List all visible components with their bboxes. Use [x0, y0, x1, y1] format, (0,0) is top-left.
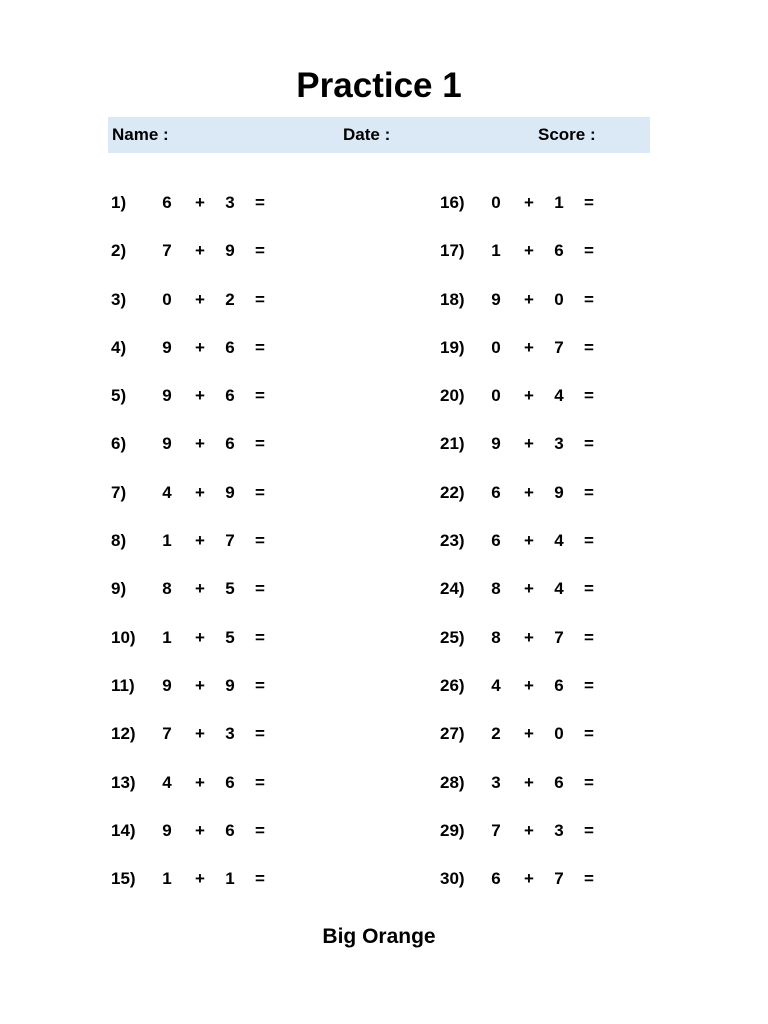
- plus-sign: +: [524, 675, 534, 695]
- problem-number: 3): [111, 289, 127, 309]
- second-addend: 0: [554, 724, 564, 744]
- plus-sign: +: [524, 241, 534, 261]
- plus-sign: +: [524, 772, 534, 792]
- second-addend: 4: [554, 386, 564, 406]
- plus-sign: +: [195, 869, 205, 889]
- first-addend: 9: [491, 289, 501, 309]
- plus-sign: +: [524, 193, 534, 212]
- plus-sign: +: [195, 482, 205, 502]
- first-addend: 4: [162, 482, 172, 502]
- equals-sign: =: [255, 579, 265, 599]
- second-addend: 3: [225, 193, 235, 212]
- problem-number: 4): [111, 337, 127, 357]
- second-addend: 9: [225, 675, 235, 695]
- problem-number: 30): [440, 869, 465, 889]
- first-addend: 1: [162, 869, 172, 889]
- first-addend: 1: [162, 627, 172, 647]
- first-addend: 9: [162, 337, 172, 357]
- problem-number: 12): [111, 724, 136, 744]
- equals-sign: =: [255, 531, 265, 551]
- second-addend: 6: [225, 434, 235, 454]
- first-addend: 7: [491, 820, 501, 840]
- first-addend: 4: [162, 772, 172, 792]
- problem-number: 18): [440, 289, 465, 309]
- second-addend: 6: [225, 337, 235, 357]
- problem-number: 7): [111, 482, 127, 502]
- student-info-bar: [108, 117, 650, 153]
- equals-sign: =: [255, 241, 265, 261]
- second-addend: 6: [225, 386, 235, 406]
- equals-sign: =: [584, 386, 594, 406]
- problem-number: 25): [440, 627, 465, 647]
- plus-sign: +: [195, 579, 205, 599]
- plus-sign: +: [524, 579, 534, 599]
- equals-sign: =: [584, 820, 594, 840]
- problem-number: 15): [111, 869, 136, 889]
- problem-number: 5): [111, 386, 127, 406]
- problem-number: 22): [440, 482, 465, 502]
- equals-sign: =: [584, 724, 594, 744]
- problem-number: 1): [111, 193, 127, 212]
- problem-number: 14): [111, 820, 136, 840]
- equals-sign: =: [255, 482, 265, 502]
- equals-sign: =: [255, 627, 265, 647]
- equals-sign: =: [584, 772, 594, 792]
- plus-sign: +: [195, 193, 205, 212]
- footer-brand: Big Orange: [322, 925, 436, 948]
- plus-sign: +: [195, 675, 205, 695]
- plus-sign: +: [524, 482, 534, 502]
- equals-sign: =: [255, 869, 265, 889]
- first-addend: 4: [491, 675, 501, 695]
- plus-sign: +: [195, 434, 205, 454]
- plus-sign: +: [524, 820, 534, 840]
- plus-sign: +: [524, 337, 534, 357]
- problem-number: 16): [440, 193, 465, 212]
- plus-sign: +: [195, 337, 205, 357]
- equals-sign: =: [255, 386, 265, 406]
- plus-sign: +: [524, 434, 534, 454]
- second-addend: 3: [554, 434, 564, 454]
- equals-sign: =: [584, 869, 594, 889]
- first-addend: 3: [491, 772, 501, 792]
- equals-sign: =: [584, 675, 594, 695]
- problem-number: 29): [440, 820, 465, 840]
- first-addend: 7: [162, 241, 172, 261]
- problem-number: 27): [440, 724, 465, 744]
- equals-sign: =: [255, 675, 265, 695]
- second-addend: 3: [554, 820, 564, 840]
- first-addend: 6: [491, 531, 501, 551]
- plus-sign: +: [524, 531, 534, 551]
- second-addend: 6: [554, 241, 564, 261]
- problem-number: 24): [440, 579, 465, 599]
- second-addend: 2: [225, 289, 235, 309]
- first-addend: 9: [162, 675, 172, 695]
- problem-number: 13): [111, 772, 136, 792]
- first-addend: 8: [491, 627, 501, 647]
- first-addend: 0: [162, 289, 172, 309]
- equals-sign: =: [584, 482, 594, 502]
- problem-number: 6): [111, 434, 127, 454]
- second-addend: 5: [225, 579, 235, 599]
- second-addend: 6: [225, 820, 235, 840]
- first-addend: 9: [162, 386, 172, 406]
- first-addend: 9: [162, 434, 172, 454]
- plus-sign: +: [195, 724, 205, 744]
- plus-sign: +: [524, 386, 534, 406]
- equals-sign: =: [584, 531, 594, 551]
- equals-sign: =: [255, 724, 265, 744]
- equals-sign: =: [255, 772, 265, 792]
- first-addend: 8: [162, 579, 172, 599]
- equals-sign: =: [255, 193, 265, 212]
- first-addend: 7: [162, 724, 172, 744]
- problem-number: 21): [440, 434, 465, 454]
- second-addend: 1: [225, 869, 235, 889]
- plus-sign: +: [195, 772, 205, 792]
- second-addend: 4: [554, 579, 564, 599]
- first-addend: 2: [491, 724, 501, 744]
- date-label: Date :: [343, 125, 391, 144]
- plus-sign: +: [195, 531, 205, 551]
- equals-sign: =: [584, 193, 594, 212]
- second-addend: 5: [225, 627, 235, 647]
- plus-sign: +: [524, 724, 534, 744]
- second-addend: 1: [554, 193, 564, 212]
- equals-sign: =: [255, 434, 265, 454]
- second-addend: 9: [225, 482, 235, 502]
- problem-number: 2): [111, 241, 127, 261]
- plus-sign: +: [195, 820, 205, 840]
- plus-sign: +: [524, 627, 534, 647]
- problem-number: 10): [111, 627, 136, 647]
- equals-sign: =: [255, 337, 265, 357]
- first-addend: 0: [491, 337, 501, 357]
- plus-sign: +: [195, 627, 205, 647]
- equals-sign: =: [584, 579, 594, 599]
- second-addend: 4: [554, 531, 564, 551]
- page-title: Practice 1: [296, 66, 462, 105]
- plus-sign: +: [524, 289, 534, 309]
- first-addend: 6: [162, 193, 172, 212]
- score-label: Score :: [538, 125, 596, 144]
- problem-number: 20): [440, 386, 465, 406]
- second-addend: 6: [554, 675, 564, 695]
- first-addend: 0: [491, 193, 501, 212]
- second-addend: 7: [554, 337, 564, 357]
- first-addend: 6: [491, 869, 501, 889]
- plus-sign: +: [195, 386, 205, 406]
- first-addend: 9: [491, 434, 501, 454]
- problem-number: 11): [111, 675, 135, 695]
- second-addend: 6: [225, 772, 235, 792]
- equals-sign: =: [584, 289, 594, 309]
- problem-number: 9): [111, 579, 127, 599]
- problem-number: 23): [440, 531, 465, 551]
- second-addend: 9: [225, 241, 235, 261]
- equals-sign: =: [584, 241, 594, 261]
- second-addend: 6: [554, 772, 564, 792]
- problem-number: 28): [440, 772, 465, 792]
- plus-sign: +: [195, 289, 205, 309]
- first-addend: 9: [162, 820, 172, 840]
- equals-sign: =: [584, 627, 594, 647]
- problem-number: 8): [111, 531, 127, 551]
- second-addend: 9: [554, 482, 564, 502]
- second-addend: 7: [554, 869, 564, 889]
- second-addend: 0: [554, 289, 564, 309]
- second-addend: 7: [554, 627, 564, 647]
- second-addend: 7: [225, 531, 235, 551]
- problem-number: 26): [440, 675, 465, 695]
- first-addend: 1: [162, 531, 172, 551]
- plus-sign: +: [195, 241, 205, 261]
- first-addend: 0: [491, 386, 501, 406]
- equals-sign: =: [255, 820, 265, 840]
- equals-sign: =: [584, 337, 594, 357]
- name-label: Name :: [112, 125, 169, 144]
- second-addend: 3: [225, 724, 235, 744]
- problem-number: 19): [440, 337, 465, 357]
- plus-sign: +: [524, 869, 534, 889]
- first-addend: 6: [491, 482, 501, 502]
- first-addend: 8: [491, 579, 501, 599]
- equals-sign: =: [584, 434, 594, 454]
- equals-sign: =: [255, 289, 265, 309]
- problem-number: 17): [440, 241, 465, 261]
- first-addend: 1: [491, 241, 501, 261]
